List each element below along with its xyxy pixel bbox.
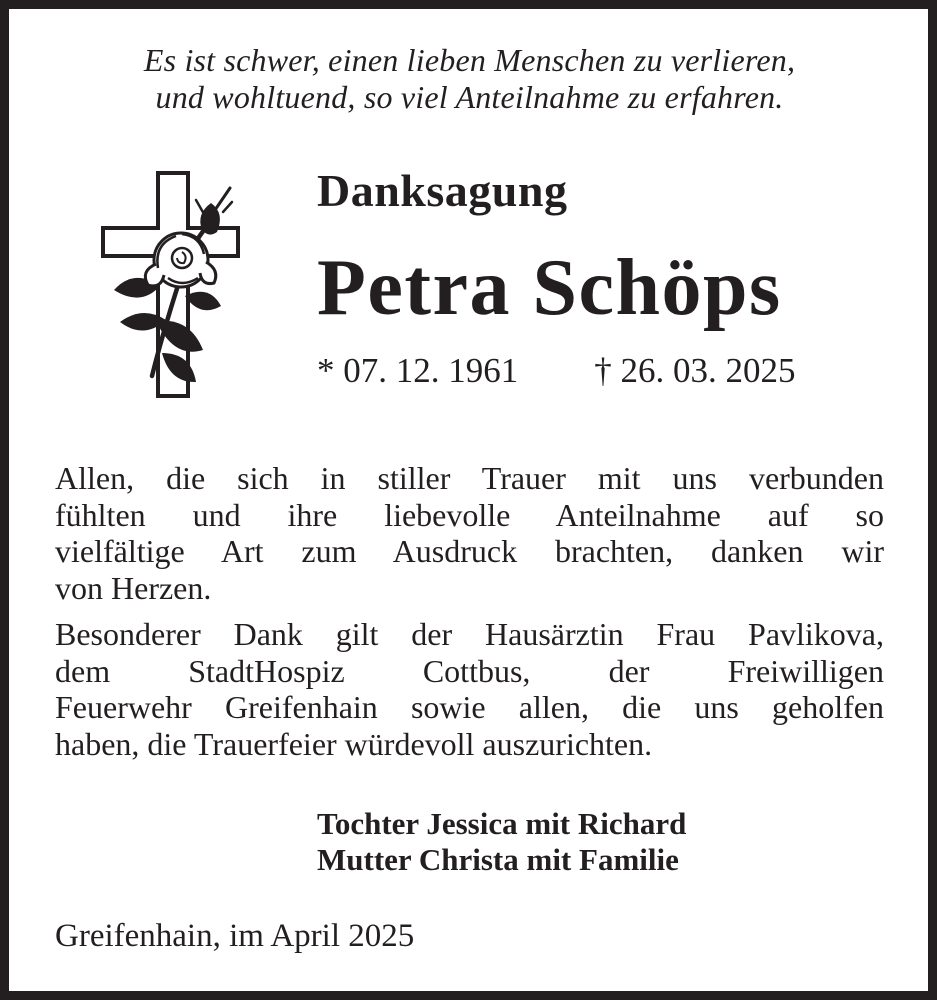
intro-verse <box>55 42 884 116</box>
intro-verse-line-2: und wohltuend, so viel Anteilnahme zu erfahren. <box>155 79 784 115</box>
notice-type-heading: Danksagung <box>317 165 568 216</box>
intro-verse-line-1: Es ist schwer, einen lieben Menschen zu verlieren, <box>143 42 796 78</box>
signature-line-2: Mutter Christa mit Familie <box>317 842 679 877</box>
paragraph-line: Allen, die sich in stiller Trauer mit uns verbunden <box>55 460 884 496</box>
paragraph-line: Feuerwehr Greifenhain sowie allen, die uns geholfen <box>55 689 884 725</box>
place-date-line: Greifenhain, im April 2025 <box>55 918 415 954</box>
paragraph-line: Besonderer Dank gilt der Hausärztin Frau Pavlikova, <box>55 616 884 652</box>
signature-line-1: Tochter Jessica mit Richard <box>317 806 687 841</box>
paragraph-line: vielfältige Art zum Ausdruck brachten, danken wir <box>55 533 884 569</box>
thanks-paragraph-2 <box>55 616 884 762</box>
signature-block <box>317 806 884 878</box>
paragraph-line: dem StadtHospiz Cottbus, der Freiwilligen <box>55 652 884 689</box>
life-dates <box>317 352 796 391</box>
paragraph-line: haben, die Trauerfeier würdevoll auszurichten. <box>55 725 653 762</box>
death-date: † 26. 03. 2025 <box>594 351 796 390</box>
header-text-block <box>317 165 796 391</box>
header-section <box>55 165 884 400</box>
cross-with-rose-icon <box>96 168 246 400</box>
paragraph-line: von Herzen. <box>55 569 212 606</box>
deceased-name: Petra Schöps <box>317 244 782 332</box>
birth-date: * 07. 12. 1961 <box>317 351 519 390</box>
paragraph-line: fühlten und ihre liebevolle Anteilnahme auf so <box>55 496 884 533</box>
thanks-paragraph-1 <box>55 460 884 606</box>
